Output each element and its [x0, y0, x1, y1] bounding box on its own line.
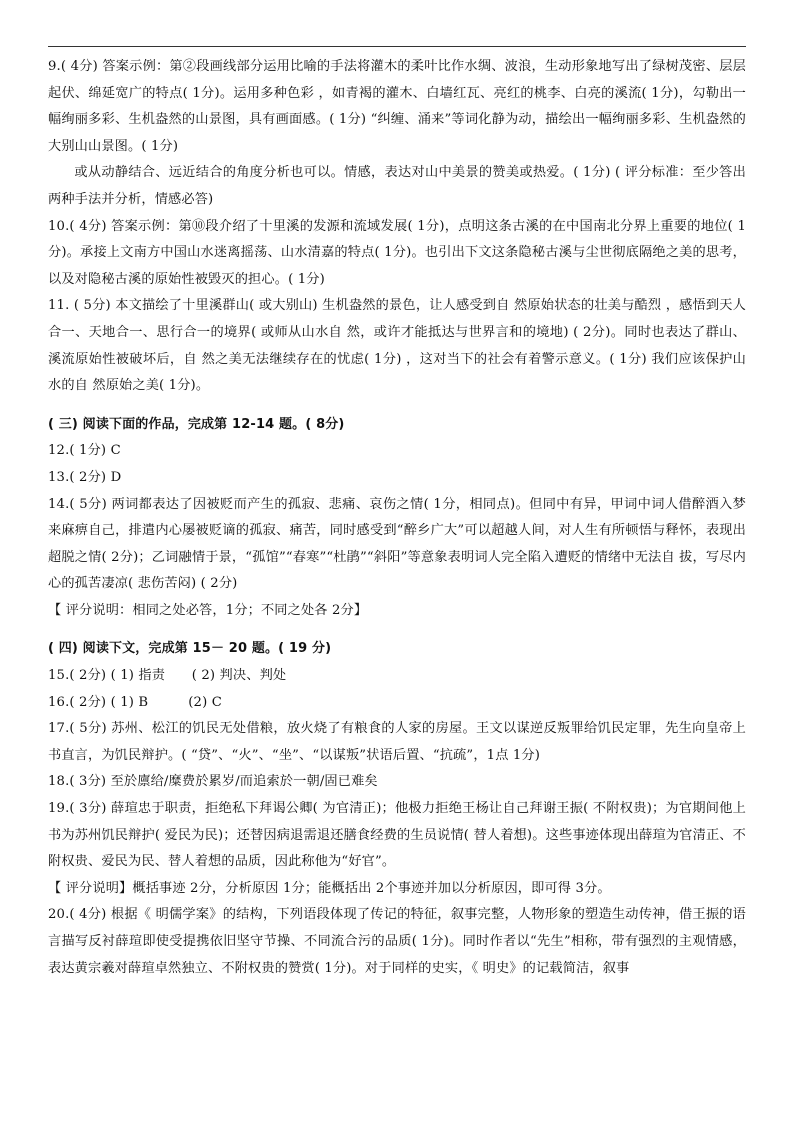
- answer-q20: 20.( 4分) 根据《 明儒学案》的结构，下列语段体现了传记的特征，叙事完整，人物形象的塑造生动传神，借王振的语言描写反衬薛瑄即使受提携依旧坚守节操、不同流合污的品质( 1分)。同时作者以“先生”相称，带有强烈的主观情感，表达黄宗羲对薛瑄卓然独立、不附权贵的赞赏( 1分)。对于同样的史实，《 明史》的记载简洁，叙事: [48, 907, 746, 976]
- answer-q11: 11. ( 5分) 本文描绘了十里溪群山( 或大别山) 生机盎然的景色，让人感受到自 然原始状态的壮美与酷烈 ，感悟到天人合一、天地合一、思行合一的境界( 或师从山水自 然，或许才能抵达与世界言和的境地) ( 2分)。同时也表达了群山、溪流原始性被破坏后，自 然之美无法继续存在的忧虑( 1分) ，这对当下的社会有着警示意义。( 1分) 我们应该保护山水的自 然原始之美( 1分)。: [48, 298, 746, 394]
- scoring-note-q14: 【 评分说明：相同之处必答，1分；不同之处各 2分】: [48, 602, 368, 618]
- answer-q17: 17.( 5分) 苏州、松江的饥民无处借粮，放火烧了有粮食的人家的房屋。王文以谋逆反叛罪给饥民定罪，先生向皇帝上书直言，为饥民辩护。( “贷”、“火”、“坐”、“以谋叛”状语后置、“抗疏”，1点 1分): [48, 721, 746, 763]
- answer-q9-supplement: 或从动静结合、远近结合的角度分析也可以。情感，表达对山中美景的赞美或热爱。( 1分) ( 评分标准：至少答出两种手法并分析，情感必答): [48, 165, 746, 207]
- section-gap: [48, 624, 746, 636]
- answer-key-page: [48, 54, 746, 982]
- answer-q19: 19.( 3分) 薛瑄忠于职责，拒绝私下拜谒公卿( 为官清正)；他极力拒绝王杨让自己拜谢王振( 不附权贵)；为官期间他上书为苏州饥民辩护( 爱民为民)；还替因病退需退还膳食经费的生员说情( 替人着想)。这些事迹体现出薛瑄为官清正、不附权贵、爱民为民、替人着想的品质，因此称他为“好官”。: [48, 801, 746, 870]
- answer-q9: 9.( 4分) 答案示例：第②段画线部分运用比喻的手法将灌木的柔叶比作水绸、波浪，生动形象地写出了绿树茂密、层层起伏、绵延宽广的特点( 1分)。运用多种色彩 ，如青褐的灌木、白墙红瓦、亮红的桃李、白亮的溪流( 1分)，勾勒出一幅绚丽多彩、生机盎然的山景图，具有画面感。( 1分) “纠缠、涌来”等词化静为动，描绘出一幅绚丽多彩、生机盎然的大别山山景图。( 1分): [48, 59, 746, 154]
- answer-q14: 14.( 5分) 两词都表达了因被贬而产生的孤寂、悲痛、哀伤之情( 1分，相同点)。但同中有异，甲词中词人借醉酒入梦来麻痹自己，排遣内心屡被贬谪的孤寂、痛苦，同时感受到“醉乡广大”可以超越人间，对人生有所顿悟与释怀，表现出超脱之情( 2分)；乙词融情于景，“孤馆”“春寒”“杜鹃”“斜阳”等意象表明词人完全陷入遭贬的情绪中无法自 拔，写尽内心的孤苦凄凉( 悲伤苦闷) ( 2分): [48, 496, 746, 592]
- answer-q12: 12.( 1分) C: [48, 443, 121, 459]
- section-gap: [48, 400, 746, 412]
- answer-q16: 16.( 2分) ( 1) B (2) C: [48, 694, 222, 710]
- answer-q13: 13.( 2分) D: [48, 469, 122, 485]
- answer-q10: 10.( 4分) 答案示例：第⑩段介绍了十里溪的发源和流域发展( 1分)，点明这条古溪的在中国南北分界上重要的地位( 1分)。承接上文南方中国山水迷离摇荡、山水清嘉的特点( 1分)。也引出下文这条隐秘古溪与尘世彻底隔绝之美的思考，以及对隐秘古溪的原始性被毁灭的担心。( 1分): [48, 218, 746, 287]
- answer-q15: 15.( 2分) ( 1) 指责 ( 2) 判决、判处: [48, 668, 287, 684]
- header-rule: [48, 46, 746, 47]
- section-4-heading: ( 四) 阅读下文，完成第 15－ 20 题。( 19 分): [48, 641, 332, 657]
- section-3-heading: ( 三) 阅读下面的作品，完成第 12-14 题。( 8分): [48, 416, 345, 432]
- answer-q18: 18.( 3分) 至於廪给/糜费於累岁/而追索於一朝/固已难矣: [48, 774, 378, 790]
- scoring-note-q19: 【 评分说明】概括事迹 2分，分析原因 1分；能概括出 2个事迹并加以分析原因，即可得 3分。: [48, 880, 611, 896]
